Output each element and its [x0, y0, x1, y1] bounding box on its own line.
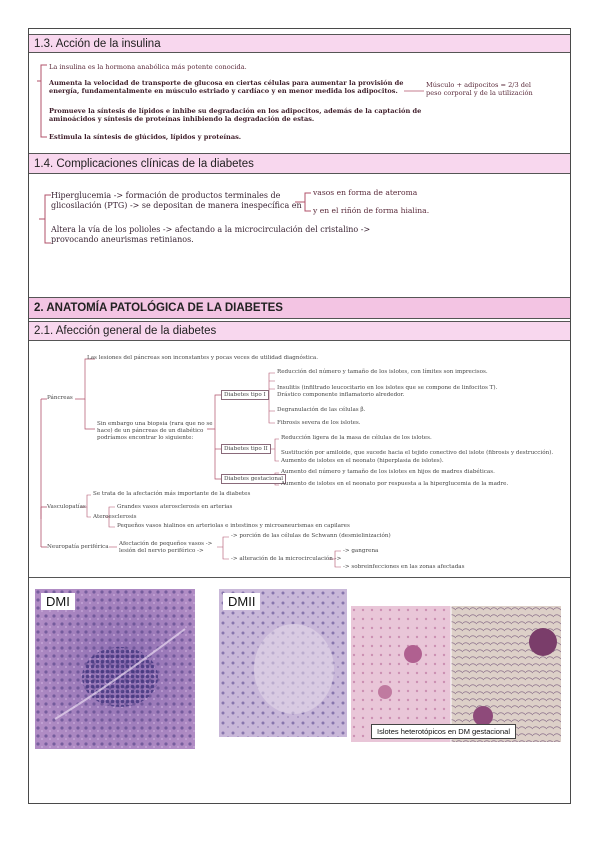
- dm-gestational-box: Diabetes gestacional: [221, 474, 286, 484]
- side-note: Músculo + adipocitos = 2/3 del: [426, 81, 532, 89]
- text-line: Reducción del número y tamaño de los islotes, con límites son imprecisos.: [277, 369, 488, 375]
- text-line: -> sobreinfecciones en las zonas afectadas: [343, 564, 465, 570]
- divider: [29, 577, 570, 578]
- text-line: -> porción de las células de Schwann (desmielinización): [231, 533, 391, 539]
- section-title: 2.1. Afección general de la diabetes: [34, 325, 217, 337]
- text-line: aminoácidos y síntesis de proteínas inhibiendo la degradación de estas.: [49, 115, 315, 123]
- text-line: -> gangrena: [343, 548, 379, 554]
- section-title: 1.4. Complicaciones clínicas de la diabetes: [34, 157, 254, 170]
- text-line: Grandes vasos aterosclerosis en arterias: [117, 504, 233, 510]
- text-line: Aumento de islotes en el neonato (hiperplasia de islotes).: [281, 458, 444, 464]
- section-title: 2. ANATOMÍA PATOLÓGICA DE LA DIABETES: [34, 302, 283, 314]
- text-line: y en el riñón de forma hialina.: [313, 206, 430, 215]
- text-line: Aumento del número y tamaño de los islotes en hijos de madres diabéticas.: [281, 469, 495, 475]
- text-line: -> alteración de la microcirculación ->: [231, 556, 342, 562]
- text-line: Aumenta la velocidad de transporte de glucosa en ciertas células para aumentar la provisión de: [49, 79, 404, 87]
- text-line: Pequeños vasos hialinos en arteriolas e intestinos y microaneurismas en capilares: [117, 523, 350, 529]
- text-line: Sin embargo una biopsia (rara que no se: [97, 421, 213, 427]
- text-line: Insulitis (infiltrado leucocitario en los islotes que se compone de linfocitos T).: [277, 385, 498, 391]
- text-line: Estimula la síntesis de glúcidos, lípidos y proteínas.: [49, 133, 242, 141]
- text-line: Sustitución por amiloide, que sucede hacia el tejido conectivo del islote (fibrosis y destrucción).: [281, 450, 554, 456]
- micrograph-dm2-image: [219, 589, 347, 737]
- text-line: Se trata de la afectación más importante de la diabetes: [93, 491, 251, 497]
- section-header-2: [29, 297, 570, 319]
- section-header-1-4: [29, 153, 570, 174]
- text-line: lesión del nervio periférico ->: [119, 548, 204, 554]
- section-title: 1.3. Acción de la insulina: [34, 37, 161, 50]
- section-header-2-1: [29, 321, 570, 341]
- image-label-dm1: DMI: [41, 593, 75, 610]
- text-line: Drástico componente inflamatorio alrededor.: [277, 392, 405, 398]
- text-line: Degranulación de las células β.: [277, 407, 366, 413]
- text-line: Altera la vía de los polioles -> afectando a la microcirculación del cristalino ->: [51, 225, 371, 234]
- text-line: Hiperglucemia -> formación de productos terminales de: [51, 191, 281, 200]
- text-line: Fibrosis severa de los islotes.: [277, 420, 361, 426]
- tree-label-atherosclerosis: Ateroesclerosis: [93, 514, 137, 520]
- text-line: Las lesiones del páncreas son inconstantes y pocas veces de utilidad diagnóstica.: [87, 355, 318, 361]
- image-caption-gestational: Islotes heterotópicos en DM gestacional: [371, 724, 516, 739]
- tree-label-vasculopathy: Vasculopatías: [47, 504, 86, 510]
- text-line: Aumento de islotes en el neonato por respuesta a la hiperglucemia de la madre.: [281, 481, 509, 487]
- dm-type-2-box: Diabetes tipo II: [221, 444, 271, 454]
- text-line: Promueve la síntesis de lípidos e inhibe su degradación en los adipocitos, además de la captación de: [49, 107, 422, 115]
- text-line: vasos en forma de ateroma: [313, 188, 418, 197]
- text-line: glicosilación (PTG) -> se depositan de manera inespecífica en: [51, 201, 302, 210]
- micrograph-dm1-image: [35, 589, 195, 749]
- text-line: podríamos encontrar lo siguiente:: [97, 435, 194, 441]
- dm-type-1-box: Diabetes tipo I: [221, 390, 269, 400]
- document-page: [28, 28, 571, 804]
- text-line: provocando aneurismas retinianos.: [51, 235, 194, 244]
- text-line: Afectación de pequeños vasos ->: [119, 541, 213, 547]
- tree-label-pancreas: Páncreas: [47, 395, 73, 401]
- side-note: peso corporal y de la utilización: [426, 89, 533, 97]
- text-line: energía, fundamentalmente en músculo estriado y cardíaco y en menor medida los adipocitos.: [49, 87, 398, 95]
- text-line: hace) de un páncreas de un diabético: [97, 428, 204, 434]
- text-line: La insulina es la hormona anabólica más potente conocida.: [49, 63, 247, 71]
- tree-label-neuropathy: Neuropatía periférica: [47, 544, 109, 550]
- text-line: Reducción ligera de la masa de células de los islotes.: [281, 435, 432, 441]
- micrograph-gestational-image: [351, 606, 561, 742]
- image-label-dm2: DMII: [223, 593, 260, 610]
